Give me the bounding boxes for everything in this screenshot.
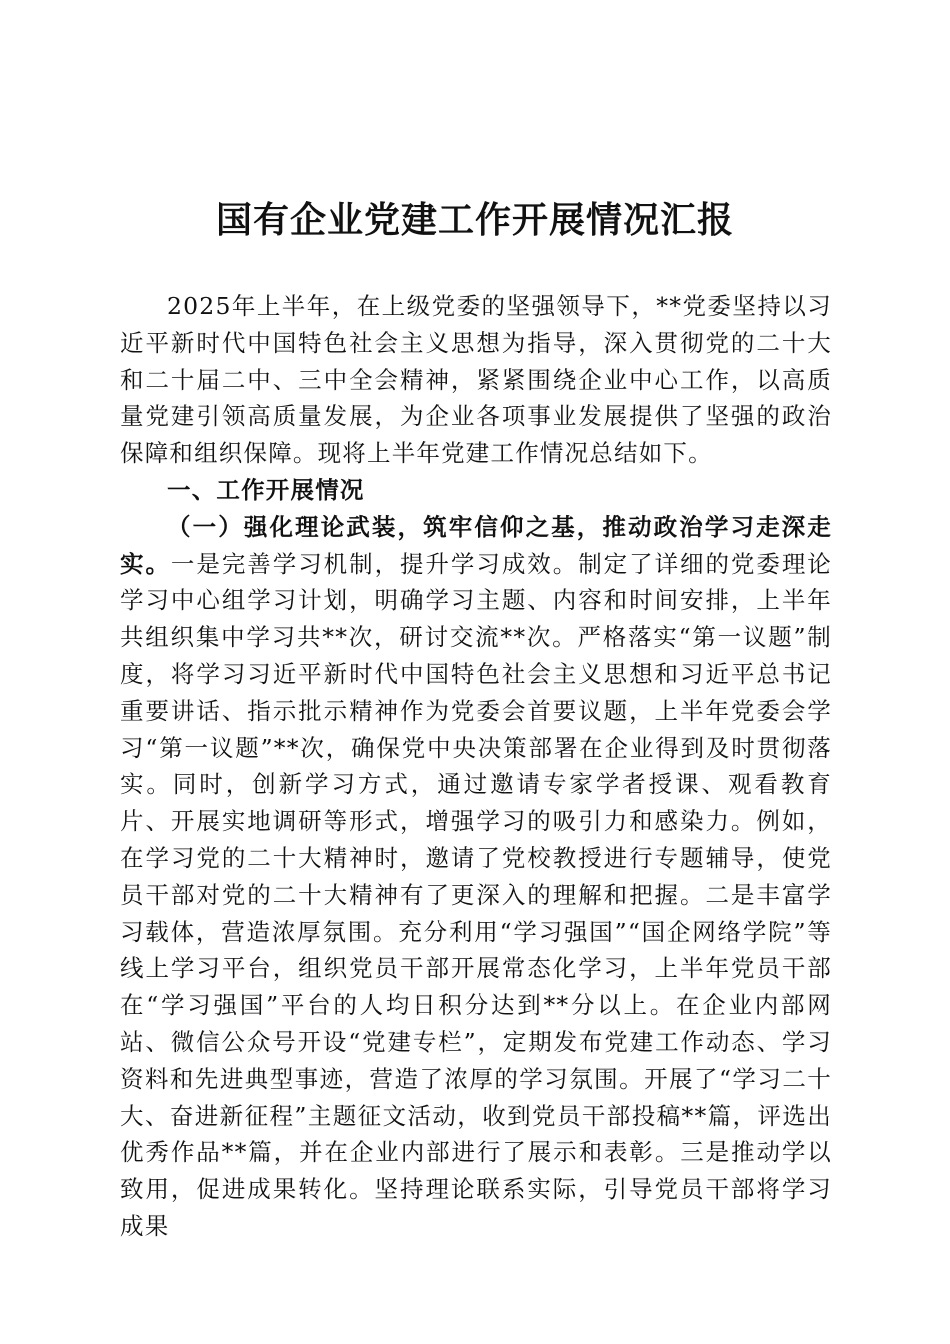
subsection-heading: （一）强化理论武装，筑牢信仰之基，推动政治学习走深走实。: [120, 512, 832, 578]
subsection-paragraph: [120, 509, 832, 1245]
document-body: [120, 288, 832, 1245]
document-title: 国有企业党建工作开展情况汇报: [215, 199, 734, 241]
intro-paragraph: 2025年上半年，在上级党委的坚强领导下，**党委坚持以习近平新时代中国特色社会主义思想为指导，深入贯彻党的二十大和二十届二中、三中全会精神，紧紧围绕企业中心工作，以高质量党建引领高质量发展，为企业各项事业发展提供了坚强的政治保障和组织保障。现将上半年党建工作情况总结如下。: [120, 292, 832, 468]
section-heading: 一、工作开展情况: [167, 475, 365, 504]
subsection-body: 一是完善学习机制，提升学习成效。制定了详细的党委理论学习中心组学习计划，明确学习主题、内容和时间安排，上半年共组织集中学习共**次，研讨交流**次。严格落实“第一议题”制度，将学习习近平新时代中国特色社会主义思想和习近平总书记重要讲话、指示批示精神作为党委会首要议题，上半年党委会学习“第一议题”**次，确保党中央决策部署在企业得到及时贯彻落实。同时，创新学习方式，通过邀请专家学者授课、观看教育片、开展实地调研等形式，增强学习的吸引力和感染力。例如，在学习党的二十大精神时，邀请了党校教授进行专题辅导，使党员干部对党的二十大精神有了更深入的理解和把握。二是丰富学习载体，营造浓厚氛围。充分利用“学习强国”“国企网络学院”等线上学习平台，组织党员干部开展常态化学习，上半年党员干部在“学习强国”平台的人均日积分达到**分以上。在企业内部网站、微信公众号开设“党建专栏”，定期发布党建工作动态、学习资料和先进典型事迹，营造了浓厚的学习氛围。开展了“学习二十大、奋进新征程”主题征文活动，收到党员干部投稿**篇，评选出优秀作品**篇，并在企业内部进行了展示和表彰。三是推动学以致用，促进成果转化。坚持理论联系实际，引导党员干部将学习成果: [120, 549, 833, 1240]
